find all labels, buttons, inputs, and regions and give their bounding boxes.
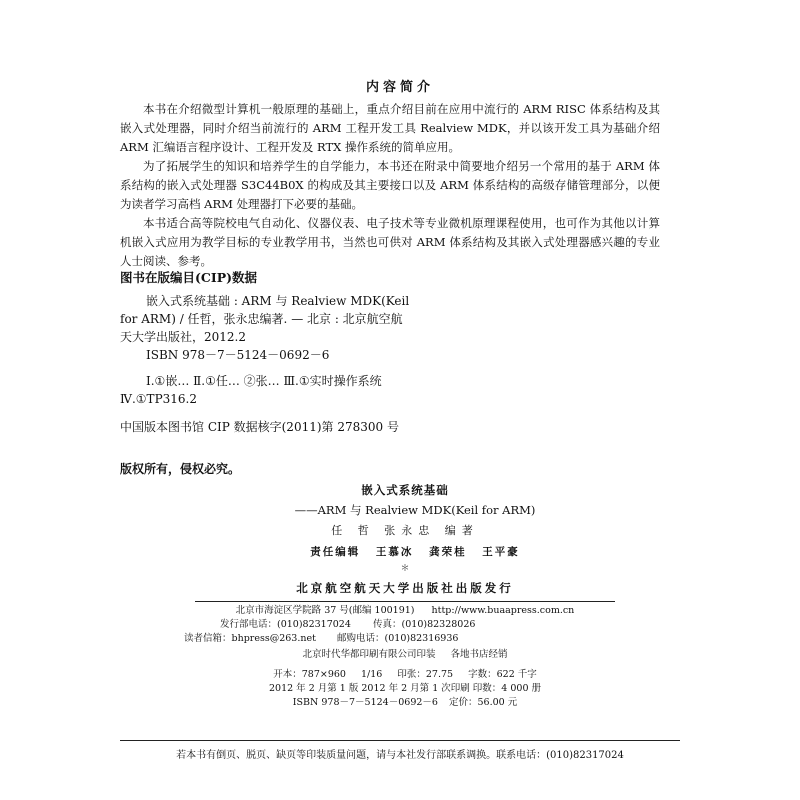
cip-line: Ⅰ.①嵌… Ⅱ.①任… ②张… Ⅲ.①实时操作系统 [146, 374, 382, 388]
isbn-row [160, 696, 650, 710]
editors-label: 责任编辑 [310, 546, 361, 558]
printer-name: 北京时代华都印刷有限公司印装 [302, 649, 436, 660]
book-printing: 2012 年 2 月第 1 次印刷 [361, 683, 470, 694]
publisher-line: 北京航空航天大学出版社出版发行 [296, 581, 514, 595]
book-edition: 2012 年 2 月第 1 版 [268, 683, 359, 694]
summary-paragraph: 为了拓展学生的知识和培养学生的自学能力，本书还在附录中简要地介绍另一个常用的基于 ARM 体系结构的嵌入式处理器 S3C44B0X 的构成及其主要接口以及 ARM 体系结构的高级存储管理部分，以便为读者学习高档 ARM 处理器打下必要的基础。 [120, 159, 660, 211]
distributor: 各地书店经销 [450, 649, 508, 660]
book-authors: 任 哲 张永忠 编著 [331, 524, 479, 537]
book-sheets: 印张：27.75 [397, 669, 454, 680]
publisher-rule [195, 601, 615, 602]
book-price: 定价：56.00 元 [448, 697, 518, 708]
phone-row [160, 618, 650, 632]
cip-isbn: ISBN 978－7－5124－0692－6 [146, 348, 330, 362]
book-format: 开本：787×960 [273, 669, 346, 680]
publisher-website: http://www.buaapress.com.cn [431, 605, 575, 616]
book-words: 字数：622 千字 [468, 669, 537, 680]
editor-name: 王慕冰 [375, 546, 414, 558]
publisher-address: 北京市海淀区学院路 37 号(邮编 100191) [235, 605, 415, 616]
dept-phone: 发行部电话：(010)82317024 [220, 619, 351, 630]
book-fold: 1/16 [361, 669, 383, 680]
colophon [160, 478, 650, 710]
reader-email: 读者信箱：bhpress@263.net [184, 633, 316, 644]
cip-line: Ⅳ.①TP316.2 [120, 392, 197, 406]
quality-notice: 若本书有倒页、脱页、缺页等印装质量问题，请与本社发行部联系调换。联系电话：(010)82317024 [176, 750, 624, 761]
book-copies: 印数：4 000 册 [472, 683, 542, 694]
cip-line: 嵌入式系统基础 : ARM 与 Realview MDK(Keil [146, 294, 410, 308]
editor-name: 龚荣桂 [429, 546, 467, 558]
specs-row [160, 668, 650, 682]
cip-data-number: 中国版本图书馆 CIP 数据核字(2011)第 278300 号 [120, 420, 399, 434]
book-title: 嵌入式系统基础 [361, 483, 449, 497]
editor-name: 王平豪 [482, 546, 520, 558]
editors-line [160, 544, 650, 559]
mail-row [160, 632, 650, 646]
book-isbn: ISBN 978－7－5124－0692－6 [292, 697, 438, 708]
fax: 传真：(010)82328026 [373, 619, 476, 630]
divider-star: ＊ [400, 564, 410, 574]
summary-title: 内容简介 [365, 80, 434, 95]
summary-paragraph: 本书适合高等院校电气自动化、仪器仪表、电子技术等专业微机原理课程使用，也可作为其他以计算机嵌入式应用为教学目标的专业教学用书，当然也可供对 ARM 体系结构及其嵌入式处理器感兴趣的专业人士阅读、参考。 [120, 216, 660, 268]
rights-notice: 版权所有，侵权必究。 [120, 462, 241, 476]
cip-heading: 图书在版编目(CIP)数据 [120, 270, 258, 285]
address-row [160, 604, 650, 618]
cip-line: for ARM) / 任哲，张永忠编著. — 北京 : 北京航空航 [120, 312, 403, 326]
summary-body [120, 100, 660, 271]
cip-line: 天大学出版社，2012.2 [120, 330, 246, 344]
edition-row [160, 682, 650, 696]
printer-row [160, 648, 650, 662]
footer-rule [120, 740, 680, 741]
cip-record [120, 292, 450, 436]
summary-paragraph: 本书在介绍微型计算机一般原理的基础上，重点介绍目前在应用中流行的 ARM RISC 体系结构及其嵌入式处理器，同时介绍当前流行的 ARM 工程开发工具 Realview MDK，并以该开发工具为基础介绍 ARM 汇编语言程序设计、工程开发及 RTX 操作系统的简单应用。 [120, 102, 660, 154]
book-subtitle: ——ARM 与 Realview MDK(Keil for ARM) [294, 503, 536, 517]
mail-order-phone: 邮购电话：(010)82316936 [337, 633, 459, 644]
